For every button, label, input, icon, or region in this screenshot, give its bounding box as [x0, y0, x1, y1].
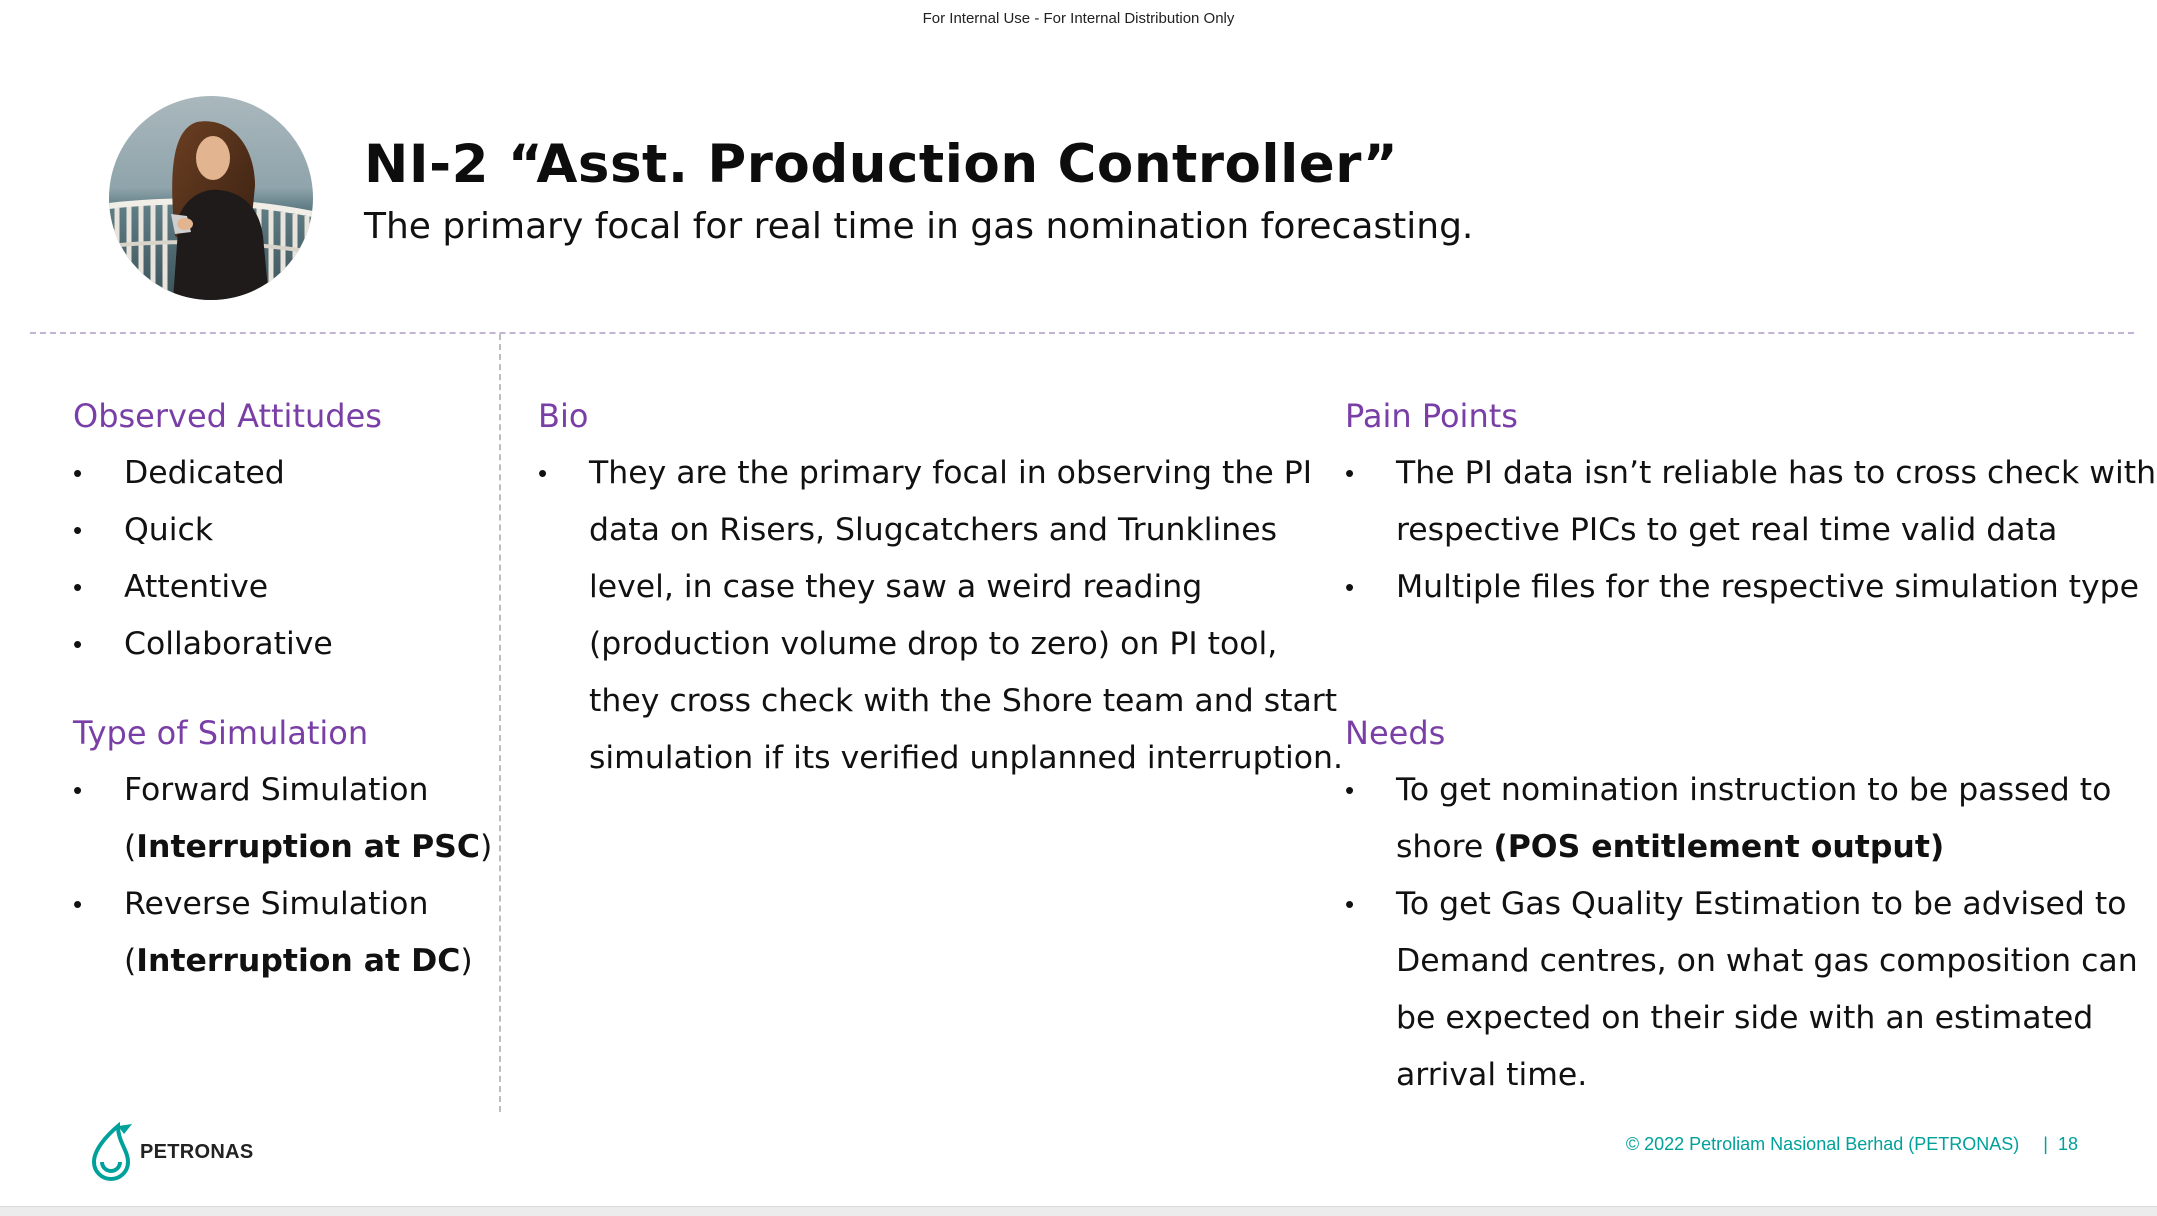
list-item	[1345, 559, 2156, 616]
petronas-logo	[88, 1122, 254, 1182]
pain-point-line: Multiple files for the respective simulation type	[1396, 569, 2140, 605]
logo-wordmark: PETRONAS	[140, 1140, 254, 1163]
list-item: • Dedicated	[73, 445, 333, 502]
need-line: To get nomination instruction to be passed to	[1396, 772, 2112, 808]
simulation-close-paren: )	[479, 829, 493, 865]
pain-point-line: respective PICs to get real time valid data	[1396, 512, 2058, 548]
simulation-detail: Interruption at PSC	[136, 829, 480, 865]
list-item	[1345, 876, 2138, 1104]
petronas-emblem-icon	[88, 1122, 134, 1182]
classification-label: For Internal Use - For Internal Distribution Only	[922, 10, 1235, 27]
need-line: shore	[1396, 829, 1494, 865]
bio-line: level, in case they saw a weird reading	[589, 569, 1203, 605]
needs-list	[1345, 762, 2138, 1104]
footer-separator: |	[2043, 1134, 2048, 1154]
pain-points-list	[1345, 445, 2156, 616]
observed-attitudes-list	[73, 445, 333, 673]
need-line: arrival time.	[1396, 1057, 1588, 1093]
horizontal-divider	[30, 332, 2134, 334]
bio-line: They are the primary focal in observing the PI	[589, 455, 1313, 491]
bio-line: data on Risers, Slugcatchers and Trunklines	[589, 512, 1278, 548]
simulation-close-paren: )	[460, 943, 473, 979]
list-item: • Attentive	[73, 559, 333, 616]
simulation-name: Reverse Simulation	[124, 886, 429, 922]
persona-title: NI-2 “Asst. Production Controller”	[364, 134, 1399, 195]
list-item: • Quick	[73, 502, 333, 559]
type-of-simulation-heading: Type of Simulation	[73, 714, 369, 752]
vertical-divider	[499, 334, 501, 1112]
simulation-open-paren: (	[124, 943, 137, 979]
list-item	[73, 876, 492, 990]
bio-list	[538, 445, 1343, 787]
pain-point-line: The PI data isn’t reliable has to cross check with	[1396, 455, 2157, 491]
footer-info	[1626, 1134, 2078, 1155]
simulation-open-paren: (	[124, 829, 137, 865]
bio-line: they cross check with the Shore team and start	[589, 683, 1338, 719]
copyright-text: © 2022 Petroliam Nasional Berhad (PETRONAS)	[1625, 1134, 2020, 1154]
need-line: To get Gas Quality Estimation to be advised to	[1396, 886, 2127, 922]
pain-points-heading: Pain Points	[1345, 397, 1518, 435]
simulation-detail: Interruption at DC	[136, 943, 461, 979]
bio-line: simulation if its verified unplanned interruption.	[589, 740, 1343, 776]
list-item	[538, 445, 1343, 787]
persona-subtitle: The primary focal for real time in gas nomination forecasting.	[364, 206, 1474, 247]
list-item: • Collaborative	[73, 616, 333, 673]
need-emphasis: (POS entitlement output)	[1493, 829, 1945, 865]
list-item	[73, 762, 492, 876]
page-number: 18	[2057, 1134, 2078, 1154]
need-line: Demand centres, on what gas composition can	[1396, 943, 2138, 979]
persona-photo	[109, 96, 313, 300]
need-line: be expected on their side with an estimated	[1396, 1000, 2094, 1036]
bio-heading: Bio	[538, 397, 589, 435]
list-item	[1345, 445, 2156, 559]
persona-avatar	[109, 96, 313, 300]
type-of-simulation-list	[73, 762, 492, 990]
needs-heading: Needs	[1345, 714, 1446, 752]
simulation-name: Forward Simulation	[124, 772, 429, 808]
observed-attitudes-heading: Observed Attitudes	[73, 397, 382, 435]
bio-line: (production volume drop to zero) on PI tool,	[589, 626, 1278, 662]
list-item	[1345, 762, 2138, 876]
